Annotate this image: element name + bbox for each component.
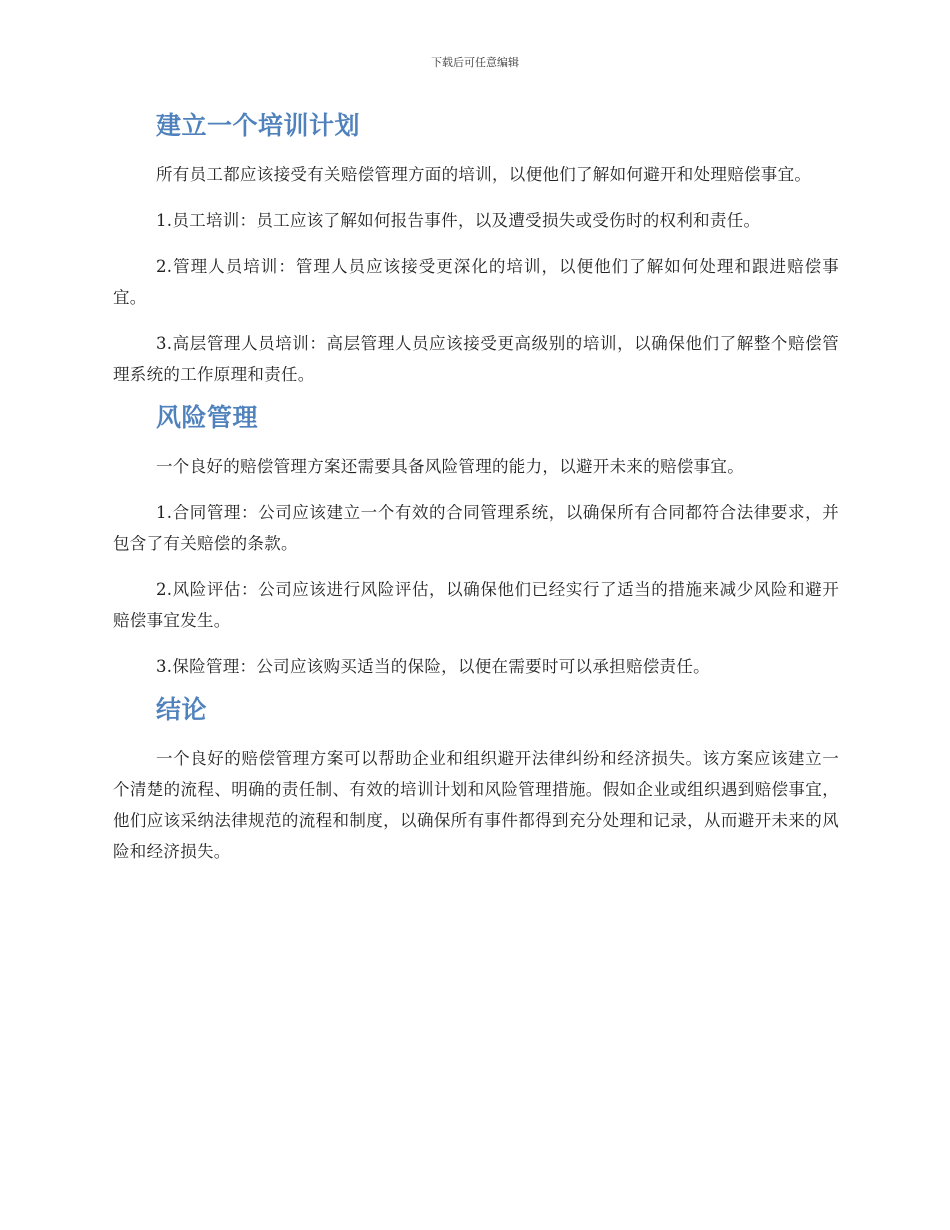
section-risk-management xyxy=(113,398,839,682)
document-body xyxy=(113,106,839,867)
list-item: 2.管理人员培训：管理人员应该接受更深化的培训，以便他们了解如何处理和跟进赔偿事宜。 xyxy=(113,257,839,307)
section-heading: 风险管理 xyxy=(156,403,259,432)
list-item: 3.高层管理人员培训：高层管理人员应该接受更高级别的培训，以确保他们了解整个赔偿管理系统的工作原理和责任。 xyxy=(113,334,839,384)
list-item: 2.风险评估：公司应该进行风险评估，以确保他们已经实行了适当的措施来减少风险和避开赔偿事宜发生。 xyxy=(113,580,839,630)
list-item: 1.员工培训：员工应该了解如何报告事件，以及遭受损失或受伤时的权利和责任。 xyxy=(156,211,761,230)
paragraph: 一个良好的赔偿管理方案可以帮助企业和组织避开法律纠纷和经济损失。该方案应该建立一个清楚的流程、明确的责任制、有效的培训计划和风险管理措施。假如企业或组织遇到赔偿事宜，他们应该采纳法律规范的流程和制度，以确保所有事件都得到充分处理和记录，从而避开未来的风险和经济损失。 xyxy=(113,749,839,861)
page-header-note: 下载后可任意编辑 xyxy=(431,56,519,69)
section-training-plan xyxy=(113,106,839,390)
list-item: 1.合同管理：公司应该建立一个有效的合同管理系统，以确保所有合同都符合法律要求，并包含了有关赔偿的条款。 xyxy=(113,503,839,553)
section-conclusion xyxy=(113,690,839,867)
section-heading: 建立一个培训计划 xyxy=(156,111,361,140)
paragraph: 所有员工都应该接受有关赔偿管理方面的培训，以便他们了解如何避开和处理赔偿事宜。 xyxy=(156,165,812,184)
list-item: 3.保险管理：公司应该购买适当的保险，以便在需要时可以承担赔偿责任。 xyxy=(156,657,710,676)
paragraph: 一个良好的赔偿管理方案还需要具备风险管理的能力，以避开未来的赔偿事宜。 xyxy=(156,457,744,476)
section-heading: 结论 xyxy=(156,695,208,724)
